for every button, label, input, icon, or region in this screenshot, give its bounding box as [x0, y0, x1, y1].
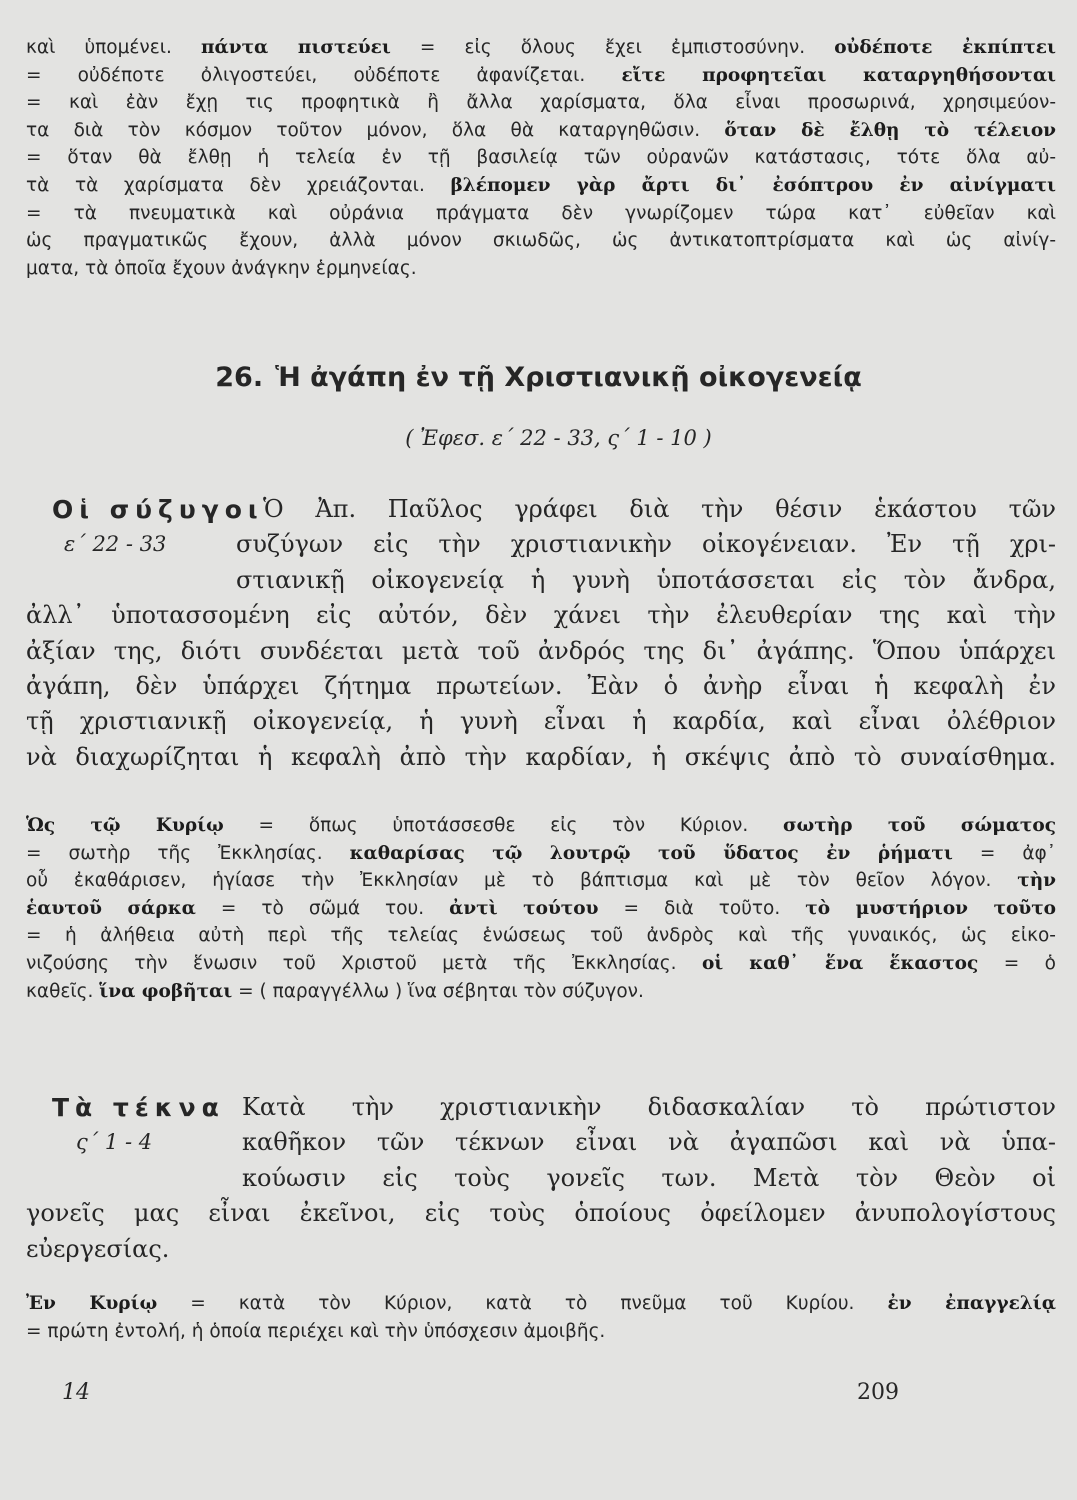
lemma-term: ἐν ἐπαγγελίᾳ	[887, 1293, 1056, 1314]
gloss-text: = οὐδέποτε ὀλιγοστεύει, οὐδέποτε ἀφανίζεται.	[26, 64, 622, 86]
commentary-line	[26, 34, 1056, 62]
children-side-title: Τὰ τέκνα	[52, 1093, 225, 1122]
children-side-ref: ς΄ 1 - 4	[76, 1130, 153, 1155]
gloss-text: τὰ τὰ χαρίσματα δὲν χρειάζονται.	[26, 174, 451, 196]
notes1-line	[26, 978, 1056, 1006]
lemma-term: Ἐν Κυρίῳ	[26, 1293, 158, 1314]
section-title: Ἡ ἀγάπη ἐν τῇ Χριστιανικῇ οἰκογενείᾳ	[275, 362, 862, 393]
gloss-text: = τὰ πνευματικὰ καὶ οὐράνια πράγματα δὲν γνωρίζομεν τώρα κατ᾽ εὐθεῖαν καὶ	[26, 202, 1056, 224]
commentary-line	[26, 89, 1056, 117]
spouses-text-line: τῇ χριστιανικῇ οἰκογενείᾳ, ἡ γυνὴ εἶναι ἡ καρδία, καὶ εἶναι ὀλέθριον	[26, 707, 1056, 736]
commentary-line	[26, 117, 1056, 145]
spouses-block	[26, 492, 1056, 775]
commentary-line	[26, 62, 1056, 90]
spouses-notes	[26, 812, 1056, 1005]
lemma-term: βλέπομεν γὰρ ἄρτι δι᾽ ἐσόπτρου ἐν αἰνίγματι	[450, 174, 1057, 196]
gloss-text: = ( παραγγέλλω ) ἵνα σέβηται τὸν σύζυγον.	[232, 980, 644, 1002]
lemma-term: τὸ μυστήριον τοῦτο	[805, 897, 1056, 919]
spouses-text-line: ἀξίαν της, διότι συνδέεται μετὰ τοῦ ἀνδρός της δι᾽ ἀγάπης. Ὅπου ὑπάρχει	[26, 636, 1056, 665]
commentary-line	[26, 172, 1056, 200]
children-line-2: καθῆκον τῶν τέκνων εἶναι νὰ ἀγαπῶσι καὶ νὰ ὑπα-	[242, 1128, 1056, 1157]
notes1-line	[26, 840, 1056, 868]
commentary-line	[26, 144, 1056, 172]
notes2-line	[26, 1290, 1056, 1318]
lemma-term: ἀντὶ τούτου	[449, 897, 599, 919]
lemma-term: σωτὴρ τοῦ σώματος	[783, 815, 1056, 836]
spouses-side-title: Οἱ σύζυγοι	[52, 495, 264, 524]
gloss-text: = τὸ σῶμά του.	[195, 897, 450, 919]
gloss-text: καὶ ὑπομένει.	[26, 37, 201, 58]
page-number: 209	[857, 1380, 899, 1405]
signature-mark: 14	[62, 1380, 90, 1405]
notes1-line	[26, 867, 1056, 895]
gloss-text: ὡς πραγματικῶς ἔχουν, ἀλλὰ μόνον σκιωδῶς, ὡς ἀντικατοπτρίσματα καὶ ὡς αἰνίγ-	[26, 230, 1056, 252]
lemma-term: εἴτε προφητεῖαι καταργηθήσονται	[621, 64, 1057, 86]
gloss-text: ματα, τὰ ὁποῖα ἔχουν ἀνάγκην ἑρμηνείας.	[26, 257, 417, 279]
gloss-text: = πρώτη ἐντολή, ἡ ὁποία περιέχει καὶ τὴν ὑπόσχεσιν ἀμοιβῆς.	[26, 1320, 606, 1342]
gloss-text: = ὁ	[978, 952, 1056, 974]
section-reference: ( Ἐφεσ. ε΄ 22 - 33, ς΄ 1 - 10 )	[405, 426, 712, 450]
gloss-text: = καὶ ἐὰν ἔχῃ τις προφητικὰ ἢ ἄλλα χαρίσματα, ὅλα εἶναι προσωρινά, χρησιμεύον-	[26, 92, 1056, 114]
spouses-side-ref: ε΄ 22 - 33	[64, 532, 167, 557]
gloss-text: = ὅπως ὑποτάσσεσθε εἰς τὸν Κύριον.	[223, 815, 784, 836]
spouses-text-line: νὰ διαχωρίζηται ἡ κεφαλὴ ἀπὸ τὴν καρδίαν, ἡ σκέψις ἀπὸ τὸ συναίσθημα.	[26, 742, 1056, 771]
section-number: 26.	[215, 362, 264, 393]
gloss-text: νιζούσης τὴν ἕνωσιν τοῦ Χριστοῦ μετὰ τῆς Ἐκκλησίας.	[26, 952, 702, 974]
spouses-line-3: στιανικῇ οἰκογενείᾳ ἡ γυνὴ ὑποτάσσεται εἰς τὸν ἄνδρα,	[236, 565, 1056, 594]
gloss-text: καθεῖς.	[26, 980, 100, 1002]
gloss-text: = ἀφ᾽	[952, 842, 1056, 864]
notes1-line	[26, 895, 1056, 923]
commentary-line	[26, 255, 1056, 283]
gloss-text: = σωτὴρ τῆς Ἐκκλησίας.	[26, 842, 350, 864]
notes1-line	[26, 950, 1056, 978]
top-commentary	[26, 34, 1056, 282]
lemma-term: ἑαυτοῦ σάρκα	[26, 897, 196, 919]
children-notes	[26, 1290, 1056, 1345]
notes1-line	[26, 812, 1056, 840]
notes2-line	[26, 1318, 1056, 1346]
gloss-text: τα διὰ τὸν κόσμον τοῦτον μόνον, ὅλα θὰ καταργηθῶσιν.	[26, 119, 725, 141]
gloss-text: οὗ ἐκαθάρισεν, ἡγίασε τὴν Ἐκκλησίαν μὲ τὸ βάπτισμα καὶ μὲ τὸν θεῖον λόγον.	[26, 870, 1018, 892]
spouses-text-line: ἀλλ᾽ ὑποτασσομένη εἰς αὐτόν, δὲν χάνει τὴν ἐλευθερίαν της καὶ τὴν	[26, 601, 1056, 630]
spouses-line-2: συζύγων εἰς τὴν χριστιανικὴν οἰκογένειαν. Ἐν τῇ χρι-	[236, 530, 1056, 559]
children-line-1: Κατὰ τὴν χριστιανικὴν διδασκαλίαν τὸ πρώτιστον	[242, 1093, 1056, 1121]
spouses-text-line: ἀγάπη, δὲν ὑπάρχει ζήτημα πρωτείων. Ἐὰν ὁ ἀνὴρ εἶναι ἡ κεφαλὴ ἐν	[26, 671, 1056, 700]
section-heading	[0, 362, 1077, 393]
notes1-line	[26, 922, 1056, 950]
gloss-text: = ἡ ἀλήθεια αὐτὴ περὶ τῆς τελείας ἑνώσεως τοῦ ἀνδρὸς καὶ τῆς γυναικός, ὡς εἰκο-	[26, 925, 1056, 947]
spouses-line-1: Ὁ Ἀπ. Παῦλος γράφει διὰ τὴν θέσιν ἑκάστου τῶν	[263, 495, 1056, 523]
gloss-text: = διὰ τοῦτο.	[598, 897, 806, 919]
commentary-line	[26, 227, 1056, 255]
gloss-text: = εἰς ὅλους ἔχει ἐμπιστοσύνην.	[390, 37, 835, 58]
lemma-term: ἵνα φοβῆται	[99, 980, 233, 1002]
lemma-term: Ὡς τῷ Κυρίῳ	[26, 815, 224, 836]
commentary-line	[26, 200, 1056, 228]
children-line-3: κούωσιν εἰς τοὺς γονεῖς των. Μετὰ τὸν Θεὸν οἱ	[242, 1163, 1056, 1192]
lemma-term: πάντα πιστεύει	[200, 37, 391, 58]
lemma-term: οἱ καθ᾽ ἕνα ἕκαστος	[701, 952, 979, 974]
children-block	[26, 1090, 1056, 1267]
gloss-text: = ὅταν θὰ ἔλθῃ ἡ τελεία ἐν τῇ βασιλείᾳ τῶν οὐρανῶν κατάστασις, τότε ὅλα αὐ-	[26, 147, 1056, 169]
gloss-text: = κατὰ τὸν Κύριον, κατὰ τὸ πνεῦμα τοῦ Κυρίου.	[157, 1293, 888, 1314]
children-text-line: γονεῖς μας εἶναι ἐκεῖνοι, εἰς τοὺς ὁποίους ὀφείλομεν ἀνυπολογίστους	[26, 1199, 1056, 1228]
lemma-term: καθαρίσας τῷ λουτρῷ τοῦ ὕδατος ἐν ῥήματι	[349, 842, 953, 864]
lemma-term: ὅταν δὲ ἔλθῃ τὸ τέλειον	[724, 119, 1056, 141]
children-text-line: εὐεργεσίας.	[26, 1234, 170, 1263]
lemma-term: τὴν	[1017, 870, 1056, 892]
lemma-term: οὐδέποτε ἐκπίπτει	[834, 37, 1056, 58]
